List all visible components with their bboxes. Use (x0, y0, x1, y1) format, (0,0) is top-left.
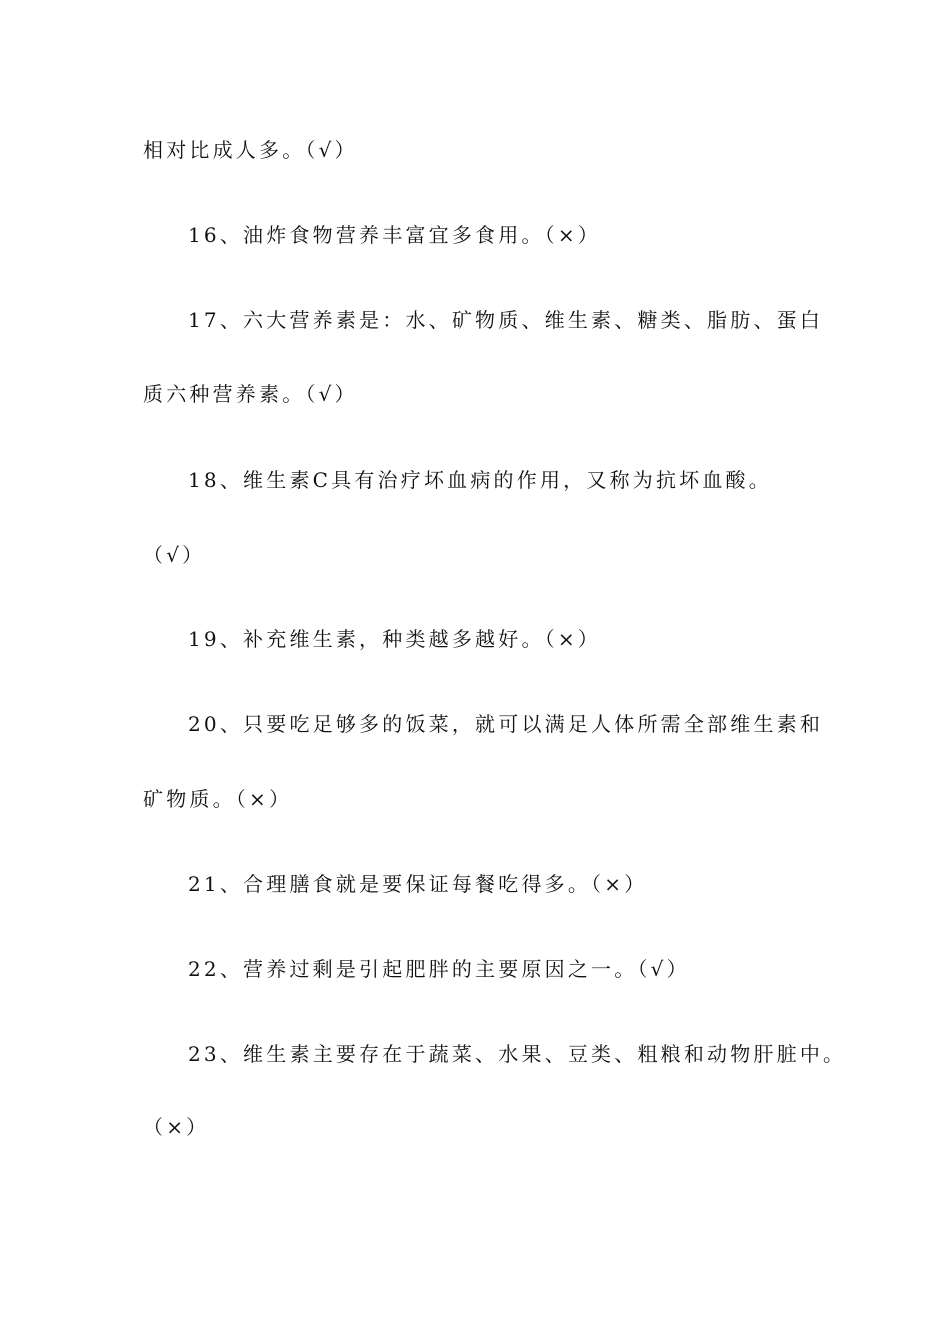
item-16: 16、油炸食物营养丰富宜多食用。（×） (188, 223, 602, 247)
item-21: 21、合理膳食就是要保证每餐吃得多。（×） (188, 872, 648, 896)
item-19: 19、补充维生素，种类越多越好。（×） (188, 627, 602, 651)
item-22: 22、营养过剩是引起肥胖的主要原因之一。（√） (188, 957, 690, 981)
item-23-continued: （×） (143, 1115, 210, 1139)
item-18-continued: （√） (143, 543, 206, 567)
text-line-1: 相对比成人多。（√） (143, 138, 358, 162)
item-20: 20、只要吃足够多的饭菜，就可以满足人体所需全部维生素和 (188, 712, 824, 736)
item-20-continued: 矿物质。（×） (143, 787, 293, 811)
item-17-continued: 质六种营养素。（√） (143, 382, 358, 406)
item-23: 23、维生素主要存在于蔬菜、水果、豆类、粗粮和动物肝脏中。 (188, 1042, 847, 1066)
item-17: 17、六大营养素是：水、矿物质、维生素、糖类、脂肪、蛋白 (188, 308, 824, 332)
item-18: 18、维生素C具有治疗坏血病的作用，又称为抗坏血酸。 (188, 468, 772, 492)
